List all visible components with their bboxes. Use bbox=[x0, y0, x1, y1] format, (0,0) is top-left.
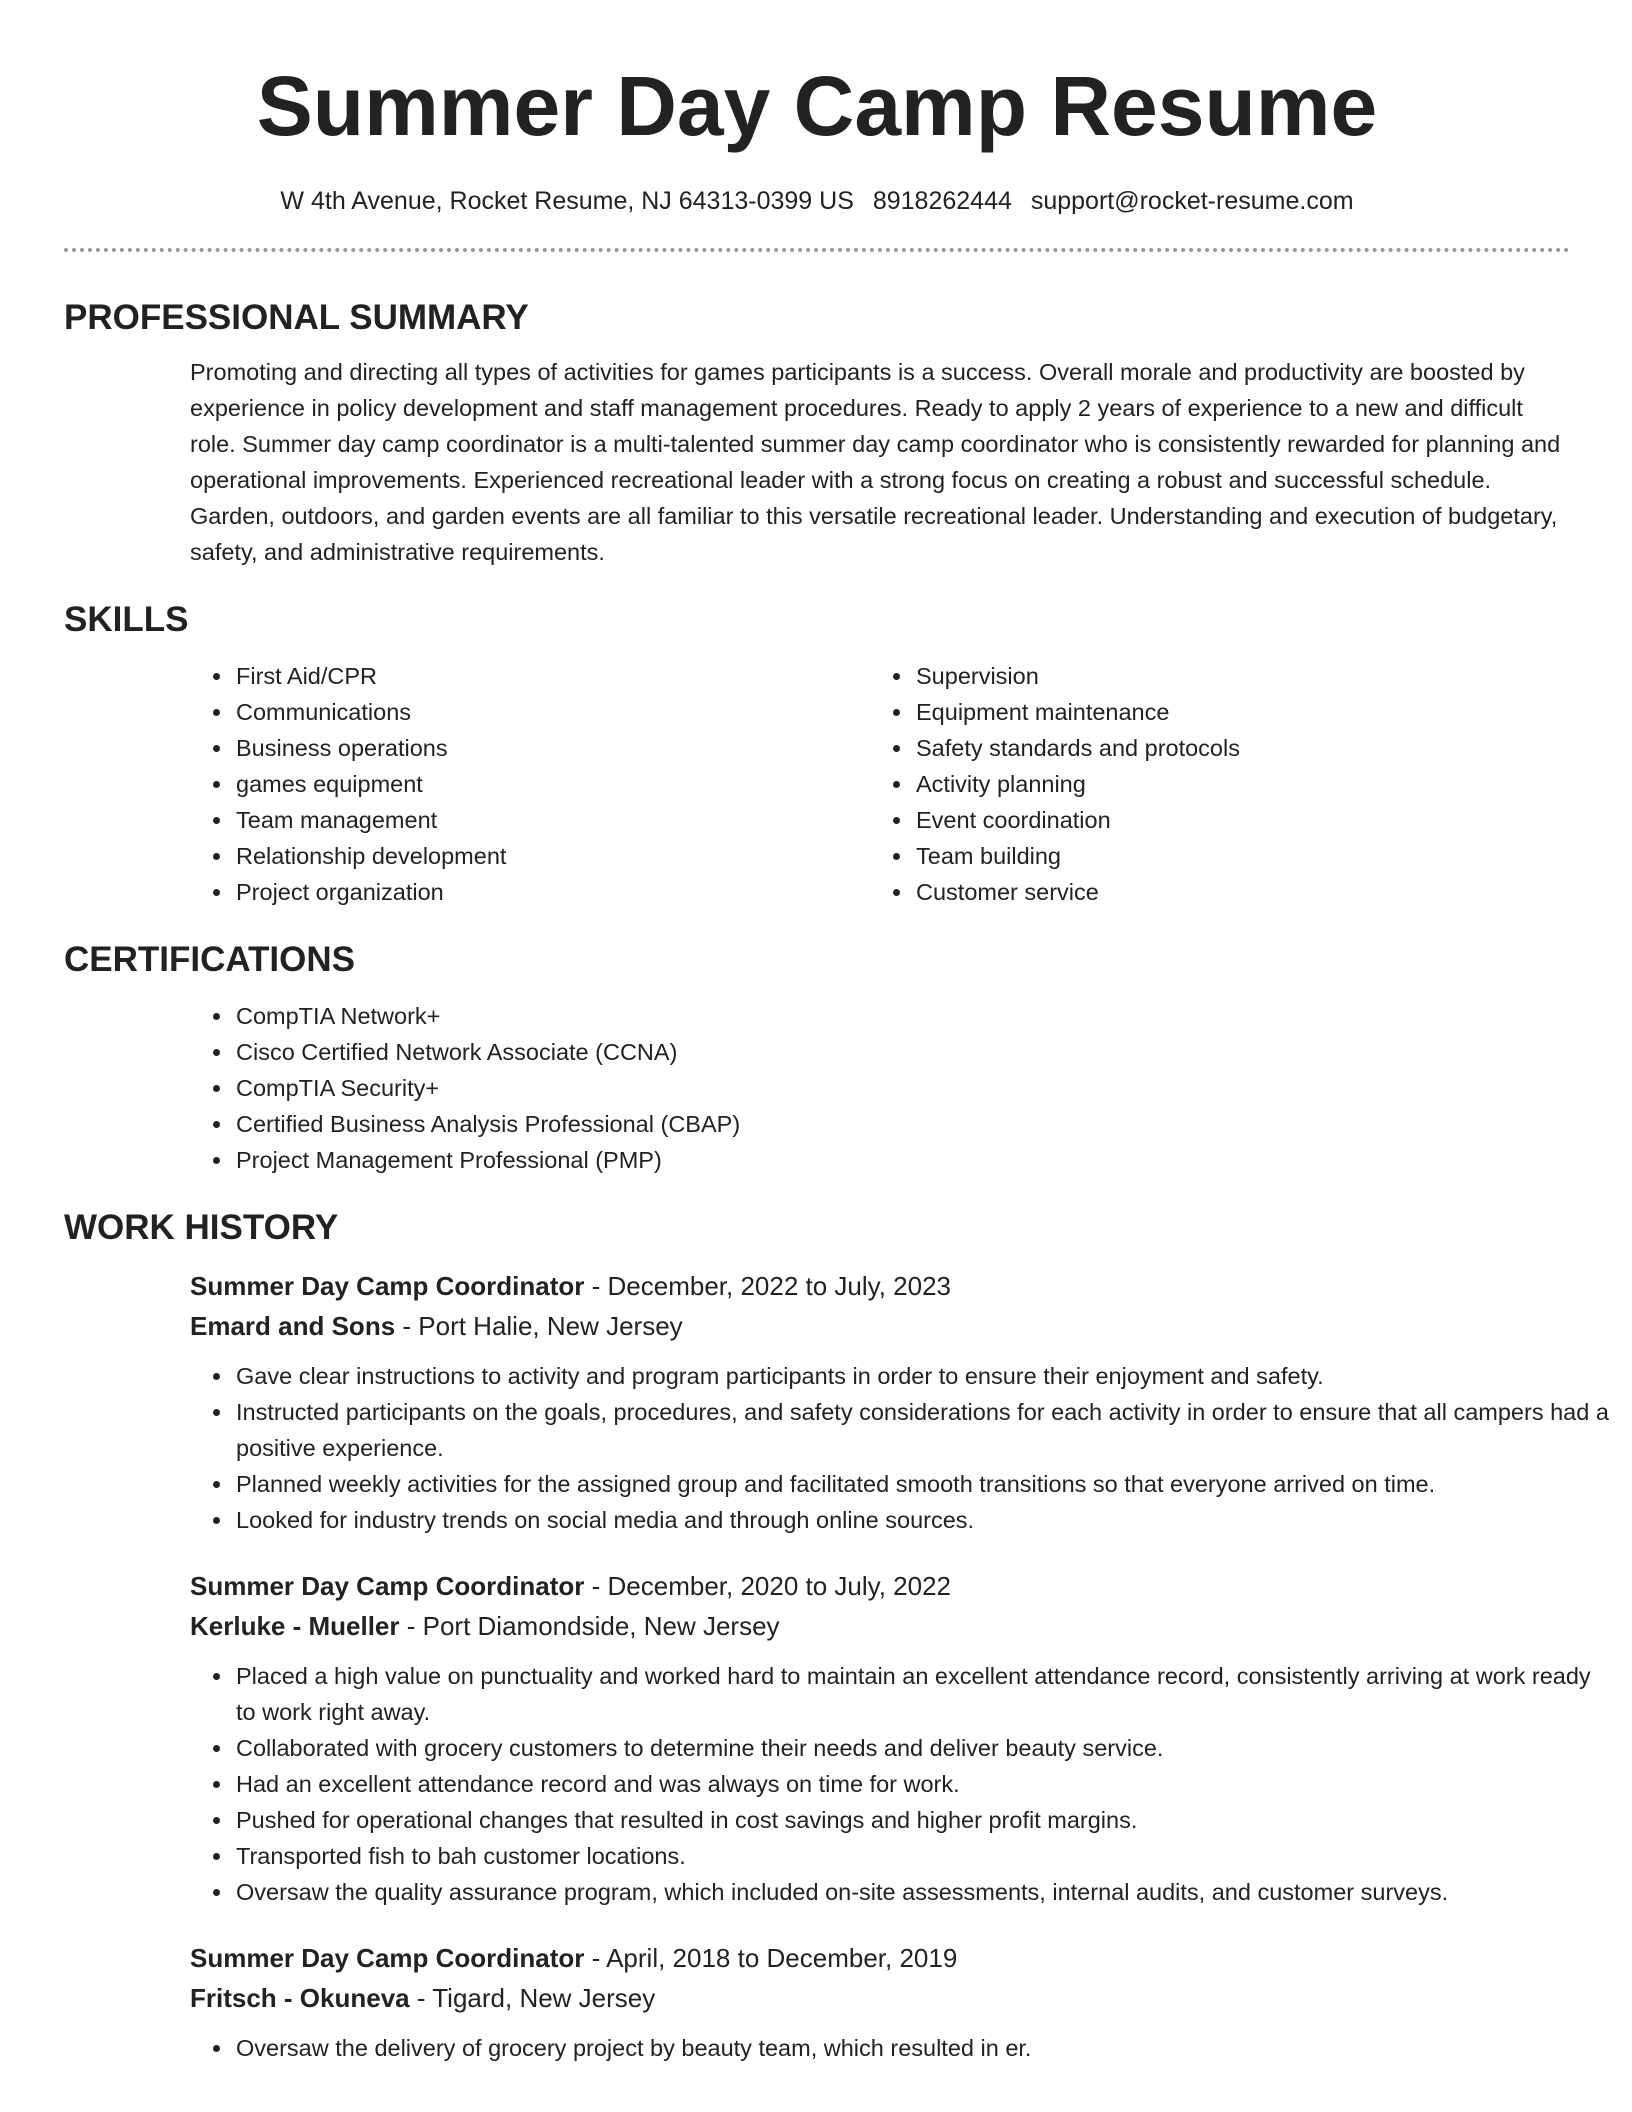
skill-item: • Activity planning bbox=[914, 766, 1514, 802]
job-company-line bbox=[190, 1978, 1570, 2018]
certifications-list bbox=[64, 998, 1570, 1178]
skills-section bbox=[64, 598, 1570, 910]
skill-item: • Equipment maintenance bbox=[914, 694, 1514, 730]
header-divider bbox=[64, 248, 1570, 252]
job-role: Summer Day Camp Coordinator bbox=[190, 1571, 585, 1601]
job-bullet: • Had an excellent attendance record and was always on time for work. bbox=[234, 1766, 1614, 1802]
skill-item: • Communications bbox=[234, 694, 744, 730]
job-bullet: • Oversaw the delivery of grocery project by beauty team, which resulted in er. bbox=[234, 2030, 1614, 2066]
resume-page bbox=[64, 0, 1609, 2066]
job-dates: - December, 2020 to July, 2022 bbox=[584, 1571, 952, 1601]
job-title-line bbox=[190, 1266, 1570, 1306]
skills-heading: SKILLS bbox=[64, 600, 189, 639]
skill-item: • Supervision bbox=[914, 658, 1514, 694]
job-company: Fritsch - Okuneva bbox=[190, 1983, 410, 2013]
summary-heading: PROFESSIONAL SUMMARY bbox=[64, 298, 529, 337]
contact-line bbox=[64, 184, 1570, 218]
job-company-line bbox=[190, 1606, 1570, 1646]
job-location: - Port Diamondside, New Jersey bbox=[399, 1611, 780, 1641]
certification-item: • CompTIA Security+ bbox=[234, 1070, 1570, 1106]
skill-item: • games equipment bbox=[234, 766, 744, 802]
job-company: Emard and Sons bbox=[190, 1311, 396, 1341]
job-bullets bbox=[190, 1358, 1614, 1538]
resume-title: Summer Day Camp Resume bbox=[256, 59, 1378, 153]
job-bullets bbox=[190, 2030, 1614, 2066]
job-location: - Tigard, New Jersey bbox=[409, 1983, 656, 2013]
skill-item: • Team building bbox=[914, 838, 1514, 874]
certifications-heading: CERTIFICATIONS bbox=[64, 940, 356, 979]
job-bullet: • Instructed participants on the goals, procedures, and safety considerations for each activity in order to ensure that all campers had a positive experience. bbox=[234, 1394, 1614, 1466]
job-bullet: • Planned weekly activities for the assigned group and facilitated smooth transitions so that everyone arrived on time. bbox=[234, 1466, 1614, 1502]
job-bullet: • Looked for industry trends on social media and through online sources. bbox=[234, 1502, 1614, 1538]
skills-list-right bbox=[744, 658, 1514, 910]
job-dates: - December, 2022 to July, 2023 bbox=[584, 1271, 952, 1301]
job-company: Kerluke - Mueller bbox=[190, 1611, 400, 1641]
job-dates: - April, 2018 to December, 2019 bbox=[584, 1943, 958, 1973]
summary-section bbox=[64, 296, 1570, 570]
skill-item: • Team management bbox=[234, 802, 744, 838]
skill-item: • Safety standards and protocols bbox=[914, 730, 1514, 766]
job-bullets bbox=[190, 1658, 1614, 1910]
job-entry bbox=[190, 1938, 1570, 2066]
phone-text: 8918262444 bbox=[872, 187, 1012, 215]
address-text: W 4th Avenue, Rocket Resume, NJ 64313-0399 US bbox=[280, 187, 854, 215]
skill-item: • Relationship development bbox=[234, 838, 744, 874]
job-role: Summer Day Camp Coordinator bbox=[190, 1271, 585, 1301]
skill-item: • First Aid/CPR bbox=[234, 658, 744, 694]
job-title-line bbox=[190, 1938, 1570, 1978]
skill-item: • Event coordination bbox=[914, 802, 1514, 838]
certification-item: • Cisco Certified Network Associate (CCNA) bbox=[234, 1034, 1570, 1070]
email-text: support@rocket-resume.com bbox=[1030, 187, 1354, 215]
summary-text: Promoting and directing all types of activities for games participants is a success. Overall morale and productivity are boosted by experience in policy development and staff management procedures. Ready to apply 2 years of experience to a new and difficult role. Summer day camp coordinator is a multi-talented summer day camp coordinator who is consistently rewarded for planning and operational improvements. Experienced recreational leader with a strong focus on creating a robust and successful schedule. Garden, outdoors, and garden events are all familiar to this versatile recreational leader. Understanding and execution of budgetary, safety, and administrative requirements. bbox=[190, 359, 1561, 565]
job-bullet: • Collaborated with grocery customers to determine their needs and deliver beauty service. bbox=[234, 1730, 1614, 1766]
job-location: - Port Halie, New Jersey bbox=[395, 1311, 683, 1341]
job-entry bbox=[190, 1266, 1609, 1538]
work-history-heading: WORK HISTORY bbox=[64, 1208, 339, 1247]
certification-item: • CompTIA Network+ bbox=[234, 998, 1570, 1034]
job-bullet: • Gave clear instructions to activity and program participants in order to ensure their enjoyment and safety. bbox=[234, 1358, 1614, 1394]
skill-item: • Business operations bbox=[234, 730, 744, 766]
job-role: Summer Day Camp Coordinator bbox=[190, 1943, 585, 1973]
work-history-section bbox=[64, 1206, 1609, 2066]
job-title-line bbox=[190, 1566, 1570, 1606]
job-bullet: • Placed a high value on punctuality and worked hard to maintain an excellent attendance record, consistently arriving at work ready to work right away. bbox=[234, 1658, 1614, 1730]
certification-item: • Project Management Professional (PMP) bbox=[234, 1142, 1570, 1178]
certifications-section bbox=[64, 938, 1570, 1178]
job-bullet: • Oversaw the quality assurance program, which included on-site assessments, internal audits, and customer surveys. bbox=[234, 1874, 1614, 1910]
skill-item: • Project organization bbox=[234, 874, 744, 910]
skill-item: • Customer service bbox=[914, 874, 1514, 910]
certification-item: • Certified Business Analysis Professional (CBAP) bbox=[234, 1106, 1570, 1142]
skills-columns bbox=[64, 658, 1570, 910]
job-bullet: • Pushed for operational changes that resulted in cost savings and higher profit margins. bbox=[234, 1802, 1614, 1838]
skills-list-left bbox=[64, 658, 744, 910]
job-company-line bbox=[190, 1306, 1570, 1346]
job-bullet: • Transported fish to bah customer locations. bbox=[234, 1838, 1614, 1874]
job-entry bbox=[190, 1566, 1591, 1910]
